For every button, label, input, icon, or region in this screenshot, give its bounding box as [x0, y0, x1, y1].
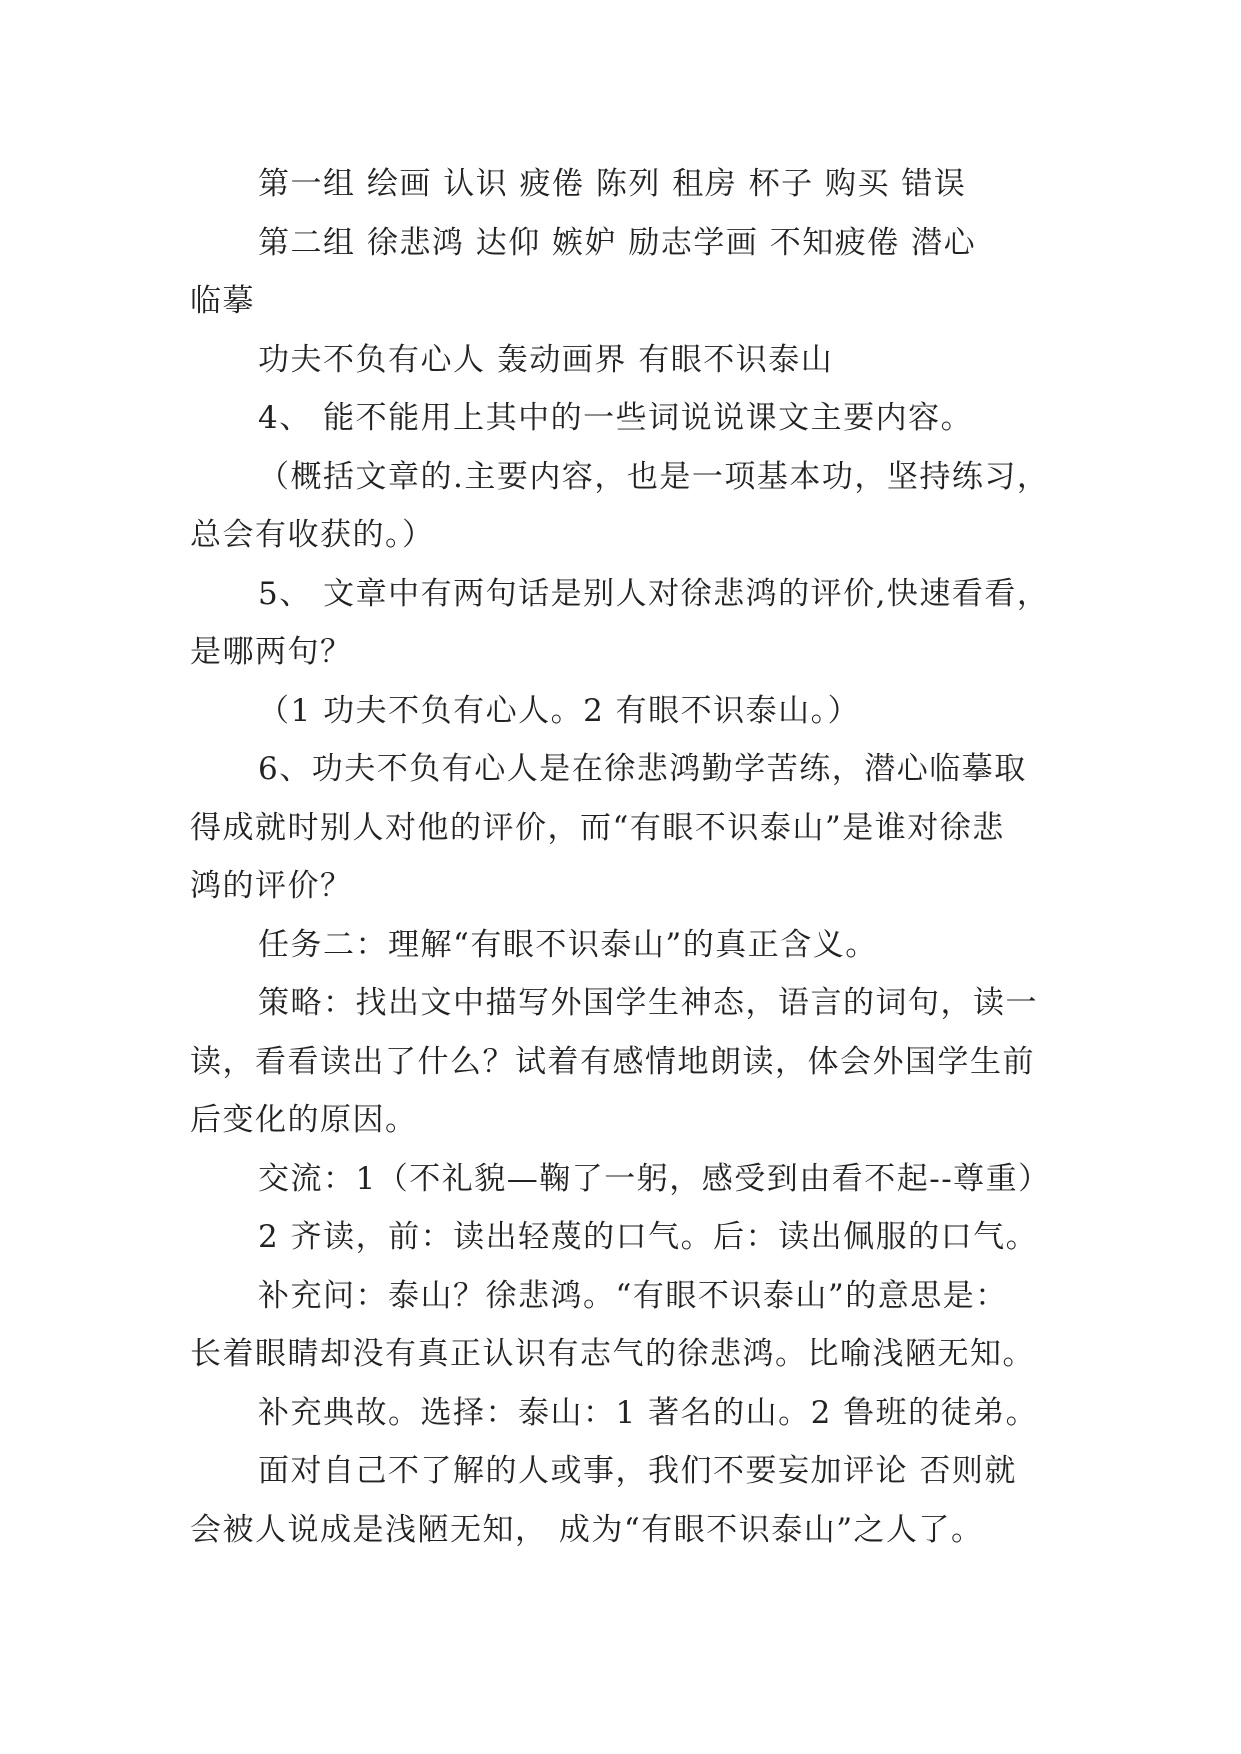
text-line: 交流：1（不礼貌—鞠了一躬，感受到由看不起--尊重）: [258, 1160, 1051, 1197]
text-line: 补充问：泰山？徐悲鸿。“有眼不识泰山”的意思是：: [258, 1277, 1008, 1314]
text-line: 2 齐读，前：读出轻蔑的口气。后：读出佩服的口气。: [258, 1219, 1039, 1255]
text-line: （1 功夫不负有心人。2 有眼不识泰山。）: [258, 692, 861, 729]
text-line: 策略：找出文中描写外国学生神态，语言的词句，读一: [258, 985, 1038, 1021]
text-line: 总会有收获的。）: [190, 517, 435, 553]
text-line: 任务二：理解“有眼不识泰山”的真正含义。: [258, 926, 878, 963]
text-line: 功夫不负有心人 轰动画界 有眼不识泰山: [258, 341, 834, 378]
text-line: 补充典故。选择：泰山：1 著名的山。2 鲁班的徒弟。: [258, 1394, 1039, 1431]
text-line: 读，看看读出了什么？试着有感情地朗读，体会外国学生前: [190, 1043, 1035, 1080]
text-line: 会被人说成是浅陋无知， 成为“有眼不识泰山”之人了。: [190, 1511, 984, 1548]
text-line: 面对自己不了解的人或事，我们不要妄加评论 否则就: [258, 1453, 1017, 1489]
text-line: 是哪两句？: [190, 634, 353, 670]
text-line: 得成就时别人对他的评价，而“有眼不识泰山”是谁对徐悲: [190, 809, 1005, 846]
text-line: 长着眼睛却没有真正认识有志气的徐悲鸿。比喻浅陋无知。: [190, 1336, 1035, 1372]
text-line: 5、 文章中有两句话是别人对徐悲鸿的评价,快速看看，: [258, 575, 1050, 612]
document-body: [190, 155, 1070, 1559]
text-line: 第一组 绘画 认识 疲倦 陈列 租房 杯子 购买 错误: [258, 166, 967, 202]
text-line: 后变化的原因。: [190, 1102, 418, 1138]
text-line: 6、功夫不负有心人是在徐悲鸿勤学苦练，潜心临摹取: [258, 751, 1027, 787]
text-line: 第二组 徐悲鸿 达仰 嫉妒 励志学画 不知疲倦 潜心: [258, 224, 977, 261]
text-line: 鸿的评价？: [190, 868, 353, 904]
text-line: （概括文章的.主要内容，也是一项基本功，坚持练习，: [258, 458, 1050, 495]
text-line: 临摹: [190, 283, 255, 319]
text-line: 4、 能不能用上其中的一些词说说课文主要内容。: [258, 400, 974, 436]
